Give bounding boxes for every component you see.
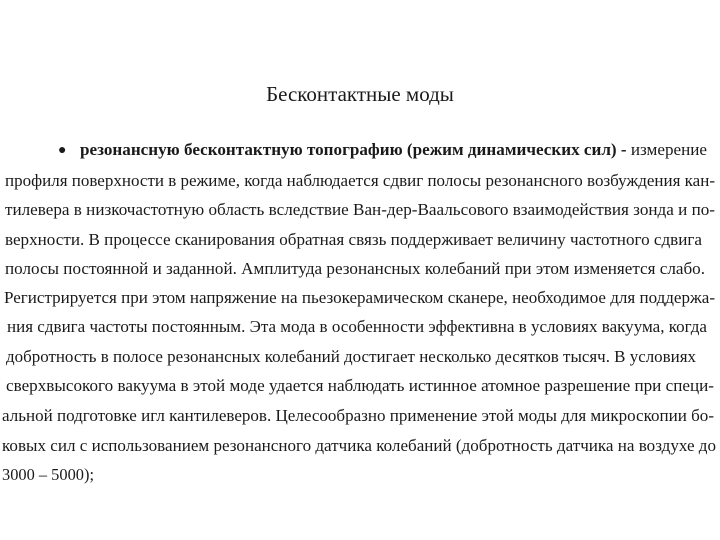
bullet-line: [80, 138, 707, 162]
paragraph-line: 3000 – 5000);: [2, 465, 94, 484]
paragraph-line: верхности. В процессе сканирования обратная связь поддерживает величину частотного сдвига: [5, 230, 702, 249]
paragraph-line: альной подготовке игл кантилеверов. Целесообразно применение этой моды для микроскопии бо-: [2, 406, 714, 425]
paragraph-line: ния сдвига частоты постоянным. Эта мода в особенности эффективна в условиях вакуума, когда: [7, 317, 707, 336]
paragraph-line: ковых сил с использованием резонансного датчика колебаний (добротность датчика на воздухе до: [2, 436, 716, 455]
paragraph-line: полосы постоянной и заданной. Амплитуда резонансных колебаний при этом изменяется слабо.: [5, 259, 705, 278]
slide-title: Бесконтактные моды: [266, 82, 454, 106]
paragraph-line: сверхвысокого вакуума в этой моде удается наблюдать истинное атомное разрешение при специ-: [6, 376, 714, 395]
paragraph-line: тилевера в низкочастотную область вследствие Ван-дер-Ваальсового взаимодействия зонда и по-: [5, 200, 716, 219]
paragraph-line: добротность в полосе резонансных колебаний достигает несколько десятков тысяч. В условиях: [6, 347, 696, 366]
bullet-text: измерение: [626, 140, 707, 159]
bullet-term: резонансную бесконтактную топографию (режим динамических сил) -: [80, 140, 627, 159]
paragraph-line: профиля поверхности в режиме, когда наблюдается сдвиг полосы резонансного возбуждения кан-: [5, 171, 715, 190]
paragraph-line: Регистрируется при этом напряжение на пьезокерамическом сканере, необходимое для поддержа-: [4, 288, 716, 307]
bullet-icon: ●: [58, 143, 67, 158]
